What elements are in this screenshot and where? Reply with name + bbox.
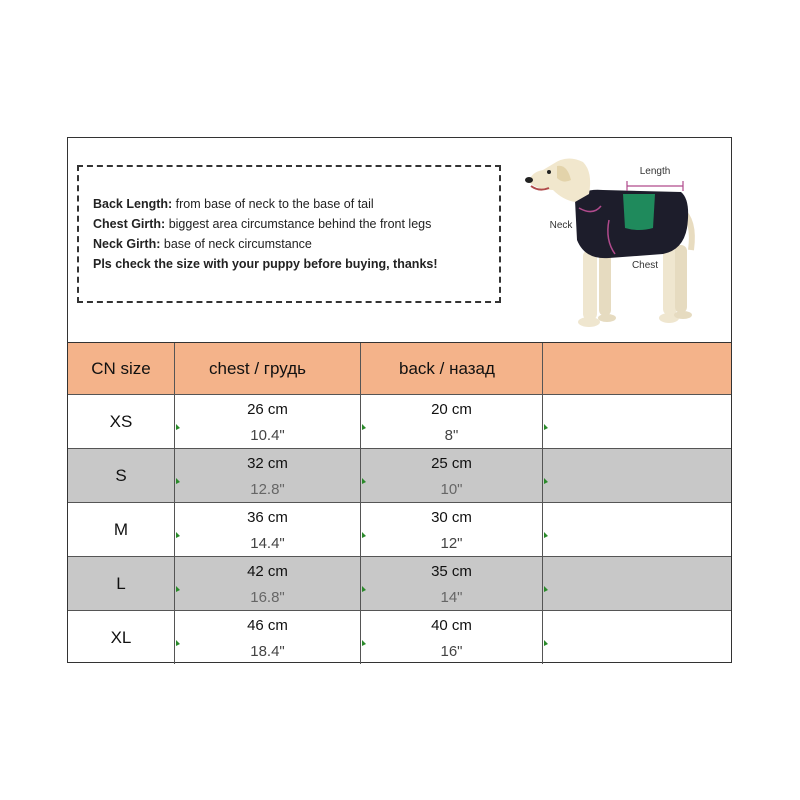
size-table: [68, 342, 731, 664]
size-cell: M: [113, 519, 129, 539]
header-chest: chest / грудь: [174, 343, 360, 394]
size-cell: XS: [109, 411, 133, 431]
chest-cell: 32 cm 12.8": [174, 449, 360, 502]
size-cell: S: [115, 465, 127, 485]
table-row: [68, 502, 731, 556]
check-size-note: Pls check the size with your puppy before buying, thanks!: [93, 257, 438, 271]
size-cell: XL: [110, 627, 132, 647]
chest-cell: 26 cm 10.4": [174, 395, 360, 448]
chest-girth-note: Chest Girth: biggest area circumstance behind the front legs: [93, 217, 432, 231]
empty-cell: [542, 395, 731, 448]
back-cell: 35 cm 14": [360, 557, 542, 610]
measurement-guide: [68, 138, 731, 342]
empty-cell: [542, 449, 731, 502]
table-row: [68, 610, 731, 664]
size-chart: [67, 137, 732, 663]
table-header-row: [68, 342, 731, 394]
table-row: [68, 556, 731, 610]
back-cell: 20 cm 8": [360, 395, 542, 448]
dog-measurement-diagram: [523, 150, 728, 335]
back-length-note: Back Length: from base of neck to the base of tail: [93, 197, 374, 211]
neck-girth-note: Neck Girth: base of neck circumstance: [93, 237, 312, 251]
length-label: Length: [639, 166, 671, 177]
length-measure-line: [627, 181, 683, 191]
back-cell: 25 cm 10": [360, 449, 542, 502]
chest-label: Chest: [631, 260, 659, 271]
table-row: [68, 448, 731, 502]
back-cell: 40 cm 16": [360, 611, 542, 664]
dog-illustration: [525, 158, 692, 327]
empty-cell: [542, 503, 731, 556]
neck-label: Neck: [549, 220, 573, 231]
back-cell: 30 cm 12": [360, 503, 542, 556]
size-cell: L: [116, 573, 126, 593]
chest-cell: 42 cm 16.8": [174, 557, 360, 610]
chest-cell: 36 cm 14.4": [174, 503, 360, 556]
header-size: CN size: [91, 358, 151, 378]
table-row: [68, 394, 731, 448]
header-empty: [542, 343, 731, 394]
empty-cell: [542, 611, 731, 664]
header-back: back / назад: [360, 343, 542, 394]
empty-cell: [542, 557, 731, 610]
measurement-notes-box: [77, 165, 501, 303]
chest-cell: 46 cm 18.4": [174, 611, 360, 664]
